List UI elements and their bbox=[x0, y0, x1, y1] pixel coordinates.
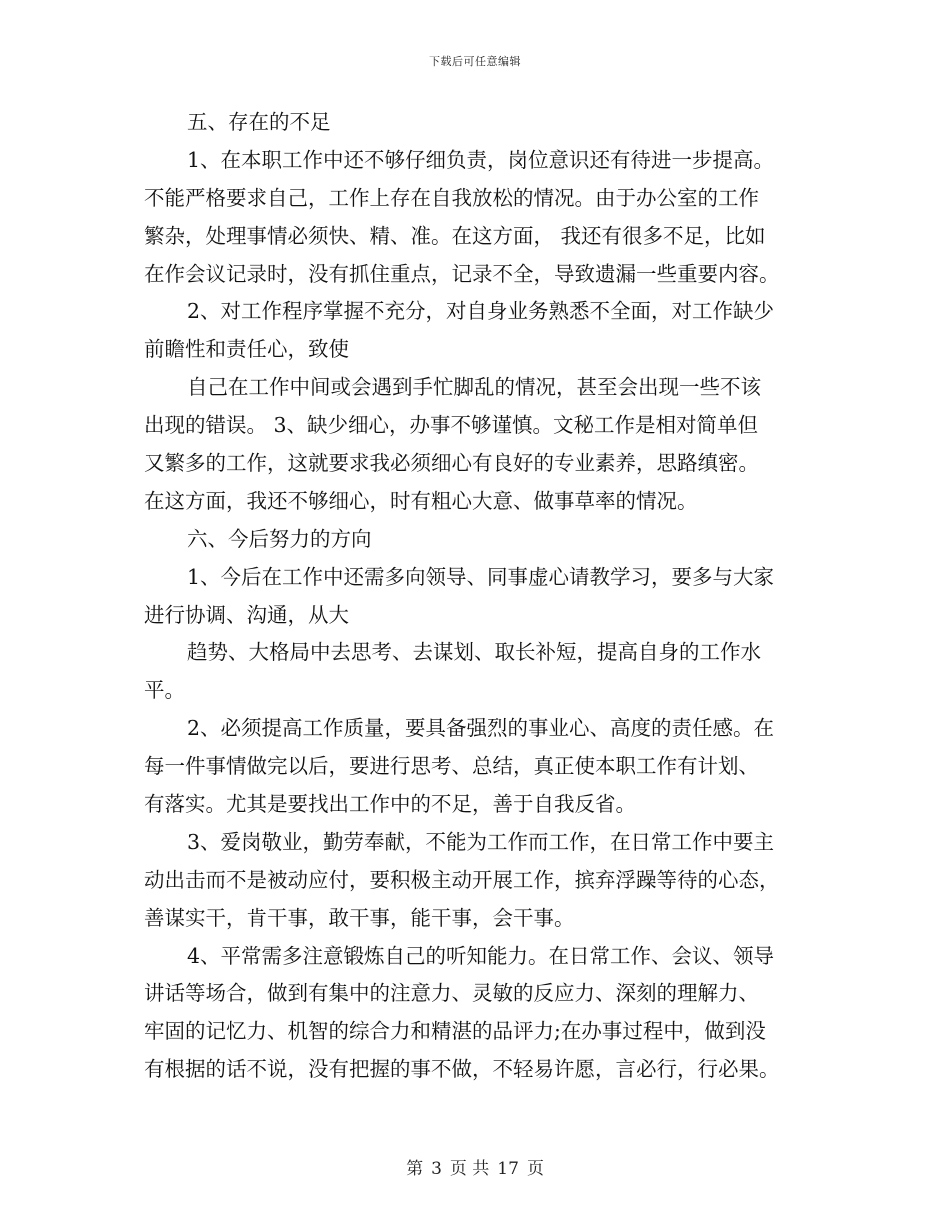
page-footer bbox=[0, 1154, 950, 1179]
paragraph-line: 又繁多的工作，这就要求我必须细心有良好的专业素养，思路缜密。 bbox=[144, 451, 759, 476]
paragraph-line: 善谋实干，肯干事，敢干事，能干事，会干事。 bbox=[144, 905, 575, 930]
paragraph-line: 前瞻性和责任心，致使 bbox=[144, 337, 349, 362]
paragraph-line: 动出击而不是被动应付，要积极主动开展工作，摈弃浮躁等待的心态， bbox=[144, 867, 780, 892]
paragraph-line: 自己在工作中间或会遇到手忙脚乱的情况，甚至会出现一些不该 bbox=[187, 375, 761, 400]
footer-suffix: 页 bbox=[526, 1159, 544, 1179]
footer-prefix: 第 bbox=[406, 1159, 424, 1179]
footer-current-page: 3 bbox=[431, 1159, 442, 1179]
paragraph-line: 繁杂，处理事情必须快、精、准。在这方面， 我还有很多不足，比如 bbox=[144, 223, 766, 248]
document-body bbox=[144, 104, 809, 1089]
paragraph-line: 五、存在的不足 bbox=[187, 110, 331, 134]
paragraph-line: 1、今后在工作中还需多向领导、同事虚心请教学习，要多与大家 bbox=[187, 564, 775, 589]
paragraph-line: 有根据的话不说，没有把握的事不做，不轻易许愿，言必行，行必果。 bbox=[144, 1057, 780, 1082]
paragraph-line: 趋势、大格局中去思考、去谋划、取长补短，提高自身的工作水 bbox=[187, 640, 761, 665]
paragraph-line: 有落实。尤其是要找出工作中的不足，善于自我反省。 bbox=[144, 792, 636, 817]
paragraph-line: 进行协调、沟通，从大 bbox=[144, 602, 349, 627]
paragraph-line: 不能严格要求自己，工作上存在自我放松的情况。由于办公室的工作 bbox=[144, 185, 759, 210]
paragraph-line: 出现的错误。 3、缺少细心，办事不够谨慎。文秘工作是相对简单但 bbox=[144, 413, 759, 438]
paragraph-line: 每一件事情做完以后，要进行思考、总结，真正使本职工作有计划、 bbox=[144, 754, 759, 779]
paragraph-line: 3、爱岗敬业，勤劳奉献，不能为工作而工作，在日常工作中要主 bbox=[187, 829, 775, 854]
footer-total-pages: 17 bbox=[497, 1159, 519, 1179]
header-text: 下载后可任意编辑 bbox=[429, 55, 521, 68]
paragraph-line: 在这方面，我还不够细心，时有粗心大意、做事草率的情况。 bbox=[144, 488, 698, 513]
paragraph-line: 平。 bbox=[144, 678, 185, 703]
paragraph-line: 六、今后努力的方向 bbox=[187, 526, 372, 551]
paragraph-line: 讲话等场合，做到有集中的注意力、灵敏的反应力、深刻的理解力、 bbox=[144, 981, 759, 1006]
paragraph-line: 2、必须提高工作质量，要具备强烈的事业心、高度的责任感。在 bbox=[187, 716, 775, 741]
paragraph-line: 4、平常需多注意锻炼自己的听知能力。在日常工作、会议、领导 bbox=[187, 943, 775, 968]
paragraph-line: 2、对工作程序掌握不充分，对自身业务熟悉不全面，对工作缺少 bbox=[187, 299, 775, 324]
page-header bbox=[0, 53, 950, 69]
paragraph-line: 1、在本职工作中还不够仔细负责，岗位意识还有待进一步提高。 bbox=[187, 147, 775, 172]
footer-middle: 页 共 bbox=[449, 1159, 490, 1179]
paragraph-line: 牢固的记忆力、机智的综合力和精湛的品评力;在办事过程中，做到没 bbox=[144, 1019, 766, 1044]
paragraph-line: 在作会议记录时，没有抓住重点，记录不全，导致遗漏一些重要内容。 bbox=[144, 261, 780, 286]
